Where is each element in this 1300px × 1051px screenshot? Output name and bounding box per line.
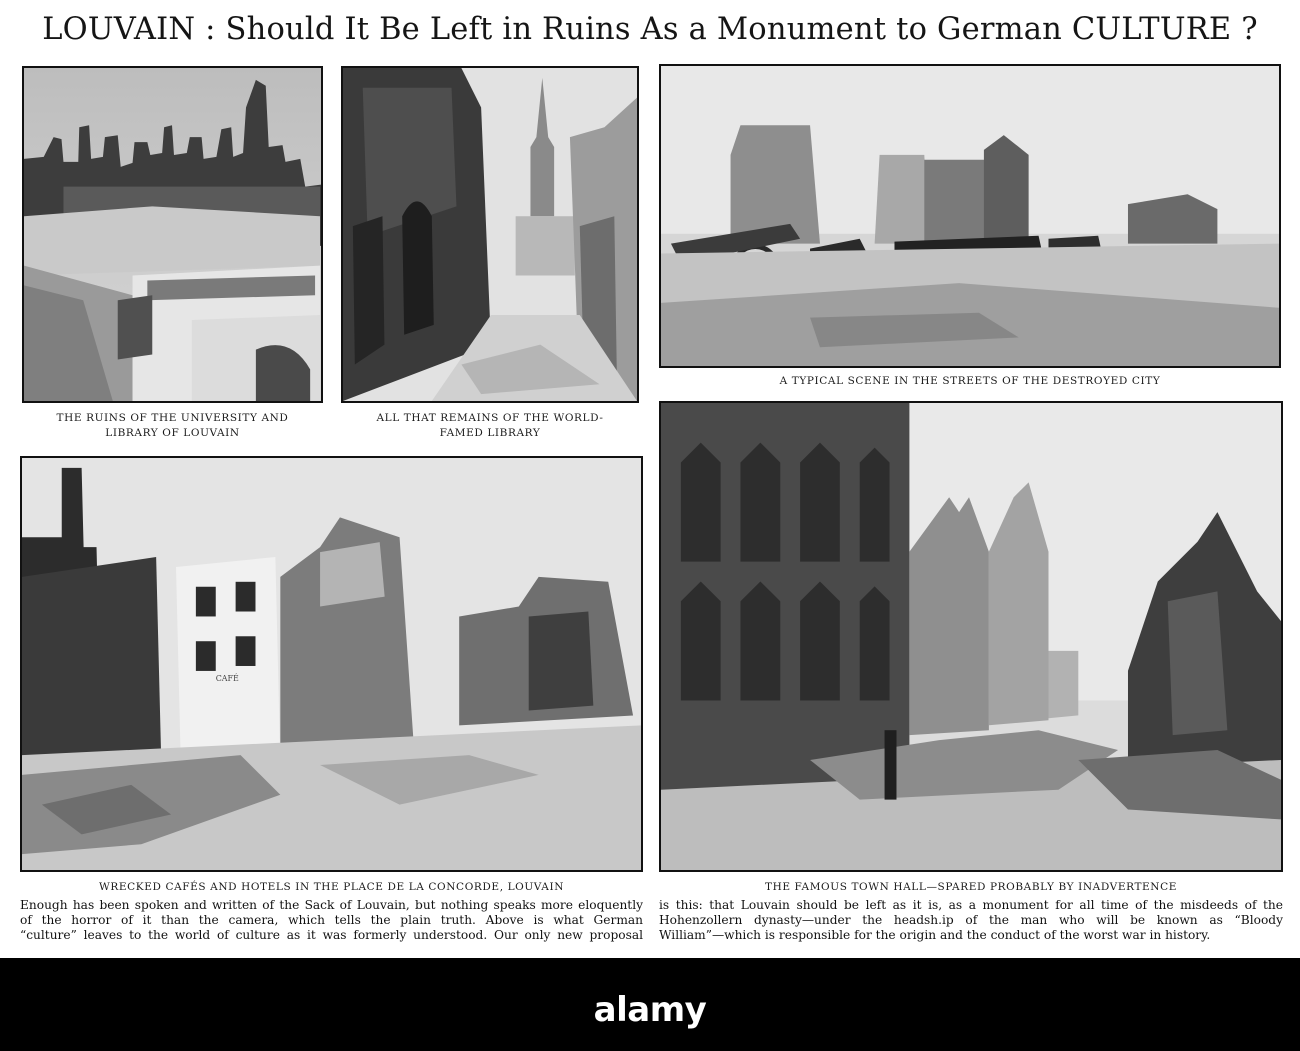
article-left-line2: of the horror of it than the camera, which tells the plain truth. Above is what German	[20, 913, 643, 927]
photo-university-ruins	[22, 66, 323, 403]
caption-cafes: WRECKED CAFÉS AND HOTELS IN THE PLACE DE LA CONCORDE, LOUVAIN	[99, 881, 564, 893]
watermark-footer-bar	[0, 958, 1300, 1051]
article-left-line3: “culture” leaves to the world of culture as it was formerly understood. Our only new proposal	[20, 928, 643, 942]
caption-town-hall: THE FAMOUS TOWN HALL—SPARED PROBABLY BY INADVERTENCE	[764, 881, 1177, 893]
caption-library-line2: FAMED LIBRARY	[439, 427, 541, 439]
caption-street: A TYPICAL SCENE IN THE STREETS OF THE DESTROYED CITY	[779, 375, 1161, 387]
article-right-line1: is this: that Louvain should be left as it is, as a monument for all time of the misdeeds of the	[659, 898, 1283, 912]
caption-library-line1: ALL THAT REMAINS OF THE WORLD-	[376, 412, 604, 424]
caption-university	[22, 411, 323, 441]
caption-university-line1: THE RUINS OF THE UNIVERSITY AND	[56, 412, 289, 424]
university-ruins-image	[24, 68, 321, 401]
article-right-column	[659, 898, 1283, 943]
article-left-column	[20, 898, 643, 943]
town-hall-image	[661, 403, 1281, 870]
caption-university-line2: LIBRARY OF LOUVAIN	[105, 427, 240, 439]
photo-wrecked-cafes	[20, 456, 643, 872]
cafe-sign-text: CAFÉ	[215, 673, 239, 683]
photo-street-scene	[659, 64, 1281, 368]
photo-town-hall	[659, 401, 1283, 872]
library-remains-image	[343, 68, 637, 401]
caption-library	[341, 411, 639, 441]
article-right-line2: Hohenzollern dynasty—under the headsh.ip of the man who will be known as “Bloody	[659, 913, 1283, 927]
article-left-line1: Enough has been spoken and written of the Sack of Louvain, but nothing speaks more eloquently	[20, 898, 643, 912]
watermark-logo: alamy	[593, 990, 707, 1030]
photo-library-remains	[341, 66, 639, 403]
page-headline: LOUVAIN : Should It Be Left in Ruins As a Monument to German CULTURE ?	[42, 12, 1258, 47]
street-scene-image	[661, 66, 1279, 366]
wrecked-cafes-image	[22, 458, 641, 870]
article-right-line3: William”—which is responsible for the origin and the conduct of the worst war in history.	[659, 928, 1211, 942]
